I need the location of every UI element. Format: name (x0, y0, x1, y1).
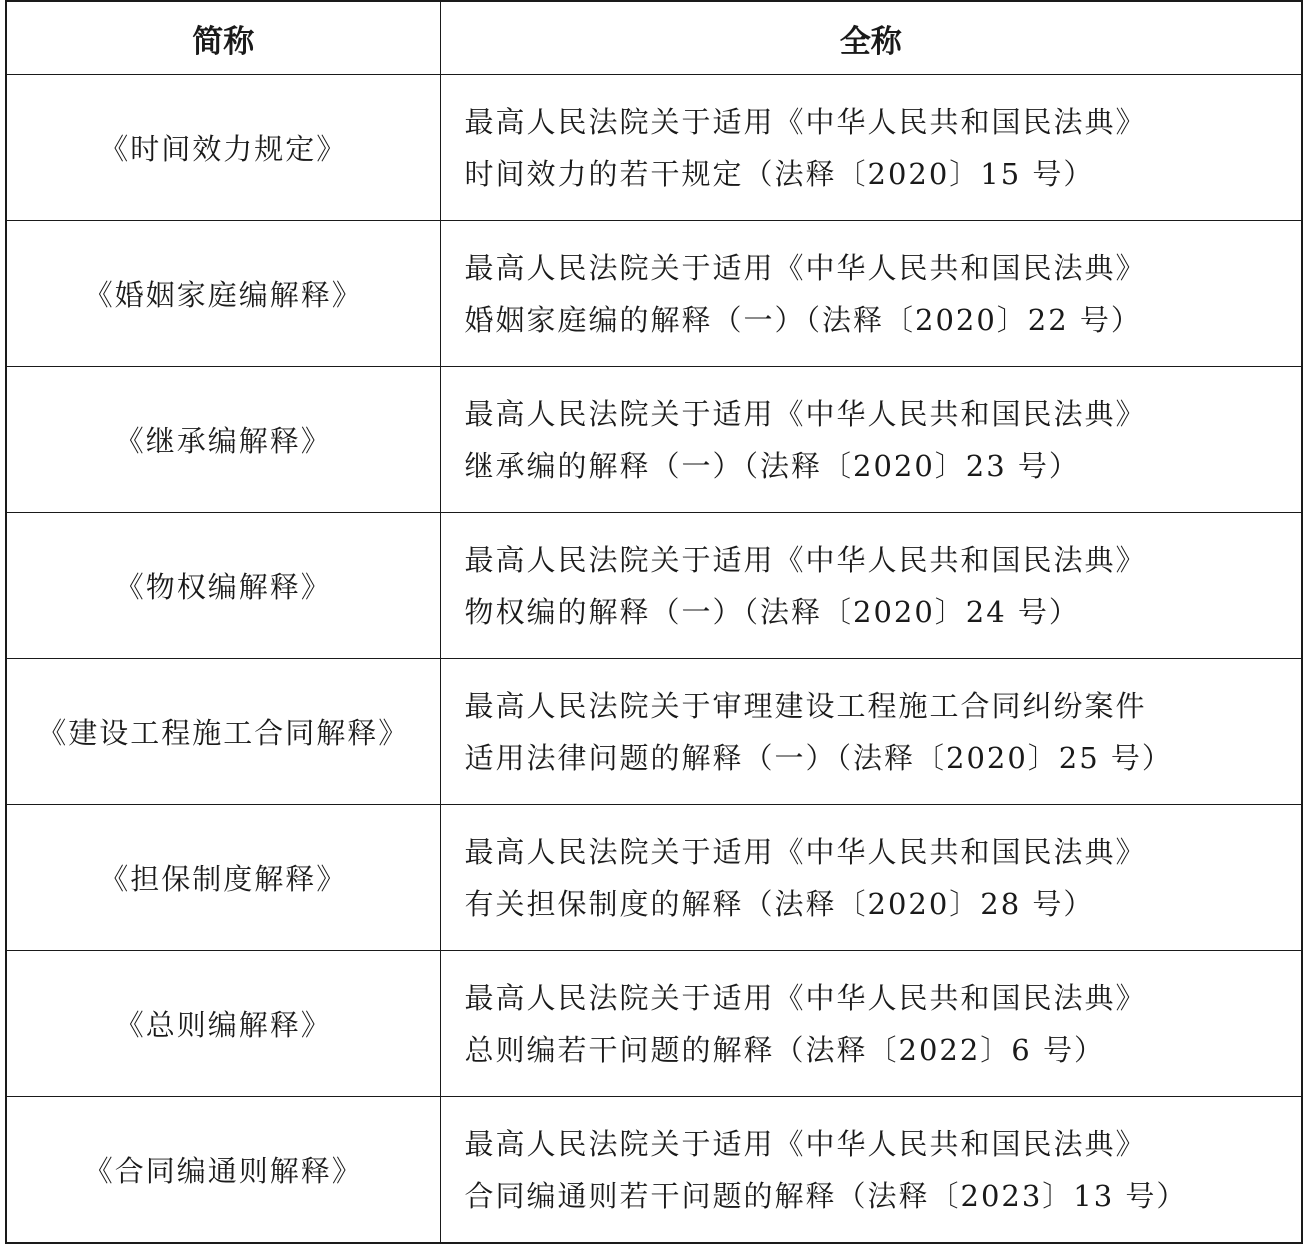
full-name-line: 最高人民法院关于适用《中华人民共和国民法典》 (464, 396, 1147, 431)
full-name-line: 继承编的解释（一）（法释〔2020〕23 号） (464, 448, 1080, 483)
table-row (6, 513, 1302, 659)
short-name-cell: 《建设工程施工合同解释》 (6, 659, 440, 805)
header-row (6, 1, 1302, 75)
short-name-cell: 《总则编解释》 (6, 951, 440, 1097)
short-name-cell: 《继承编解释》 (6, 367, 440, 513)
short-name-cell: 《物权编解释》 (6, 513, 440, 659)
full-name-line: 物权编的解释（一）（法释〔2020〕24 号） (464, 594, 1080, 629)
table-row (6, 951, 1302, 1097)
full-name-cell (440, 951, 1302, 1097)
full-name-cell (440, 75, 1302, 221)
table-row (6, 659, 1302, 805)
full-name-line: 最高人民法院关于适用《中华人民共和国民法典》 (464, 542, 1147, 577)
full-name-line: 最高人民法院关于适用《中华人民共和国民法典》 (464, 104, 1147, 139)
full-name-line: 最高人民法院关于审理建设工程施工合同纠纷案件 (464, 688, 1147, 723)
full-name-line: 最高人民法院关于适用《中华人民共和国民法典》 (464, 250, 1147, 285)
table-row (6, 1097, 1302, 1244)
table-row (6, 75, 1302, 221)
full-name-line: 合同编通则若干问题的解释（法释〔2023〕13 号） (464, 1178, 1188, 1213)
table-row (6, 805, 1302, 951)
full-name-line: 总则编若干问题的解释（法释〔2022〕6 号） (464, 1032, 1105, 1067)
short-name-cell: 《婚姻家庭编解释》 (6, 221, 440, 367)
table-header (6, 1, 1302, 75)
header-short-name: 简称 (6, 1, 440, 75)
full-name-line: 适用法律问题的解释（一）（法释〔2020〕25 号） (464, 740, 1173, 775)
full-name-line: 时间效力的若干规定（法释〔2020〕15 号） (464, 156, 1095, 191)
header-full-name: 全称 (440, 1, 1302, 75)
full-name-cell (440, 513, 1302, 659)
table-row (6, 367, 1302, 513)
full-name-line: 最高人民法院关于适用《中华人民共和国民法典》 (464, 834, 1147, 869)
full-name-cell (440, 1097, 1302, 1244)
full-name-cell (440, 659, 1302, 805)
short-name-cell: 《担保制度解释》 (6, 805, 440, 951)
full-name-cell (440, 805, 1302, 951)
full-name-line: 最高人民法院关于适用《中华人民共和国民法典》 (464, 1126, 1147, 1161)
table-body (6, 75, 1302, 1244)
table-row (6, 221, 1302, 367)
short-name-cell: 《合同编通则解释》 (6, 1097, 440, 1244)
full-name-line: 有关担保制度的解释（法释〔2020〕28 号） (464, 886, 1095, 921)
full-name-cell (440, 367, 1302, 513)
full-name-cell (440, 221, 1302, 367)
full-name-line: 最高人民法院关于适用《中华人民共和国民法典》 (464, 980, 1147, 1015)
full-name-line: 婚姻家庭编的解释（一）（法释〔2020〕22 号） (464, 302, 1142, 337)
abbreviation-table (5, 0, 1303, 1244)
short-name-cell: 《时间效力规定》 (6, 75, 440, 221)
